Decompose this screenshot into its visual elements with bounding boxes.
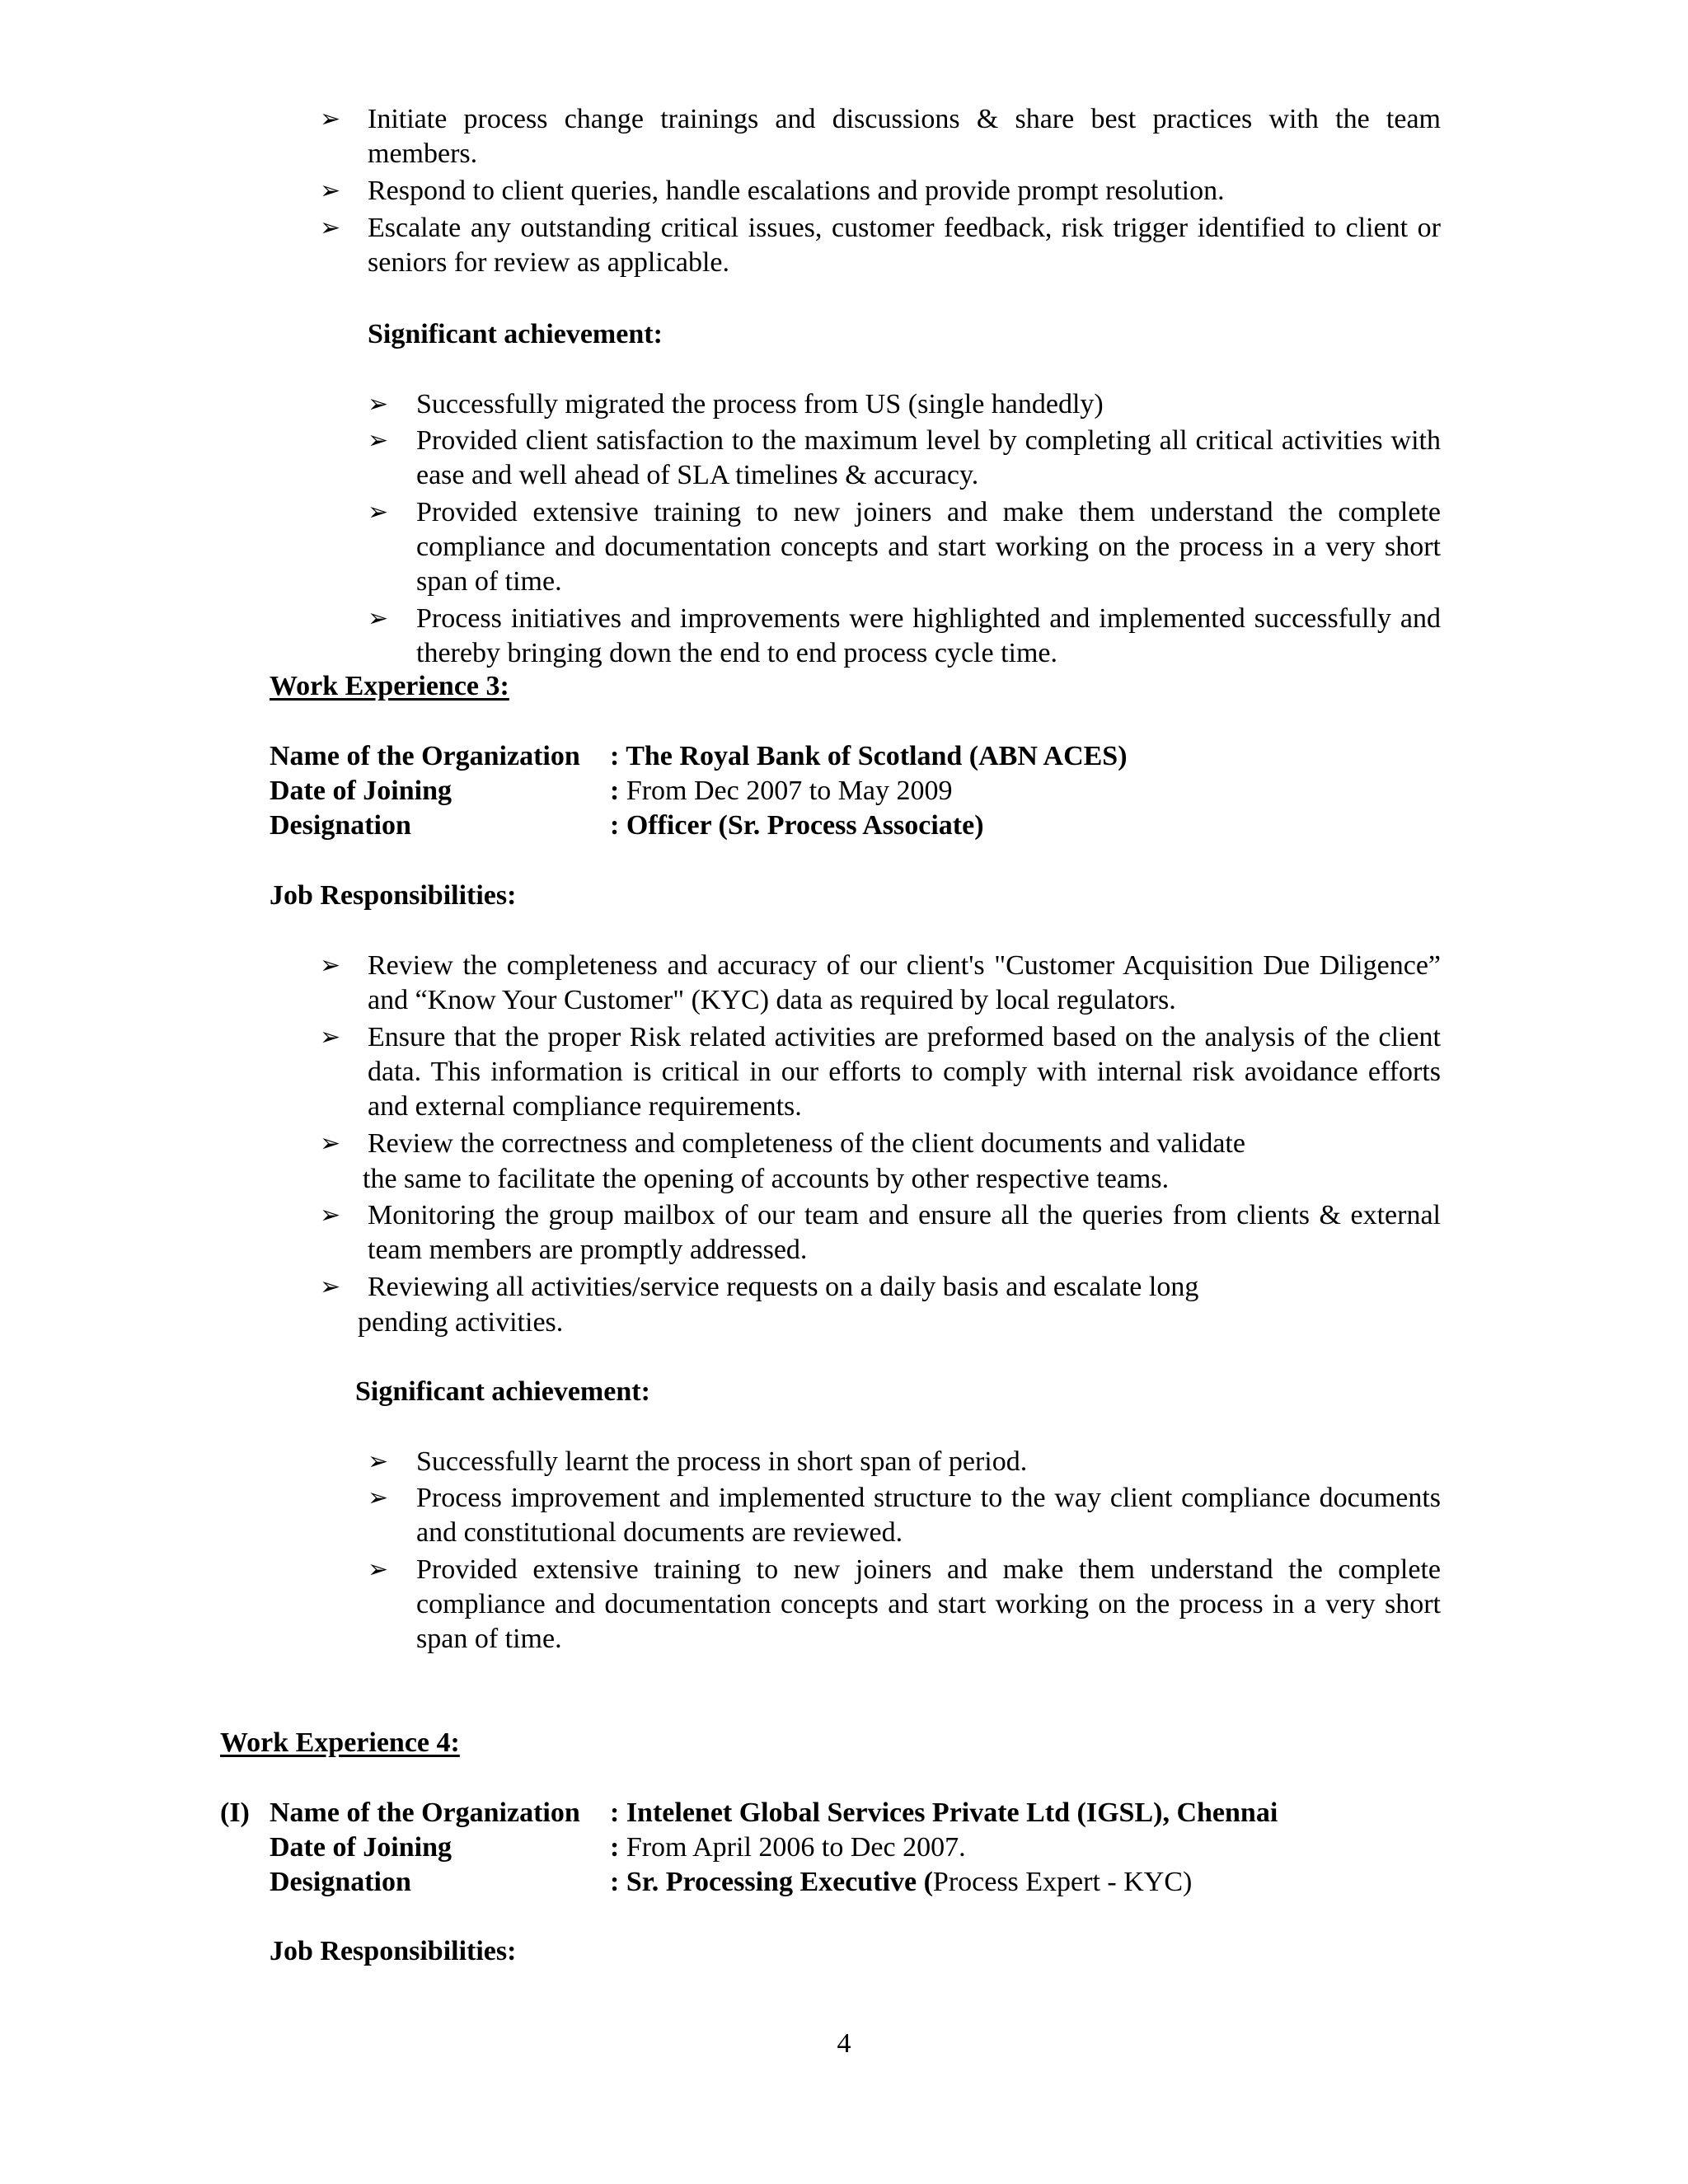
- bullet-text: Monitoring the group mailbox of our team and ensure all the queries from clients & external team members are promptly addressed.: [368, 1200, 1441, 1265]
- field-value: : The Royal Bank of Scotland (ABN ACES): [610, 741, 1128, 771]
- bullet-text: Successfully migrated the process from US (single handedly): [416, 389, 1104, 419]
- field-label: Date of Joining: [270, 776, 452, 806]
- bullet-text: Provided extensive training to new joiners and make them understand the complete compliance and documentation concepts and start working on the process in a very short span of time.: [416, 497, 1441, 597]
- bullet-text: Respond to client queries, handle escalations and provide prompt resolution.: [368, 176, 1225, 206]
- arrow-bullet-icon: ➢: [368, 1447, 389, 1476]
- arrow-bullet-icon: ➢: [320, 1201, 341, 1230]
- arrow-bullet-icon: ➢: [368, 1555, 389, 1584]
- field-value: : From Dec 2007 to May 2009: [610, 776, 953, 806]
- field-label: Name of the Organization: [270, 1797, 580, 1828]
- arrow-bullet-icon: ➢: [320, 1129, 341, 1158]
- field-value: : Intelenet Global Services Private Ltd (IGSL), Chennai: [610, 1797, 1278, 1828]
- arrow-bullet-icon: ➢: [320, 213, 341, 242]
- bullet-text: Review the correctness and completeness of the client documents and validate: [368, 1128, 1245, 1159]
- field-value: : From April 2006 to Dec 2007.: [610, 1832, 966, 1863]
- arrow-bullet-icon: ➢: [320, 1272, 341, 1301]
- bullet-text: Reviewing all activities/service requests on a daily basis and escalate long: [368, 1272, 1199, 1302]
- arrow-bullet-icon: ➢: [320, 951, 341, 980]
- field-label: Designation: [270, 1867, 411, 1897]
- bullet-text: pending activities.: [358, 1307, 564, 1338]
- bullet-text: the same to facilitate the opening of accounts by other respective teams.: [363, 1164, 1170, 1194]
- field-value: : Sr. Processing Executive (Process Expert - KYC): [610, 1867, 1193, 1897]
- arrow-bullet-icon: ➢: [320, 105, 341, 134]
- bullet-text: Review the completeness and accuracy of our client's "Customer Acquisition Due Diligence” and “Know Your Customer" (KYC) data as required by local regulators.: [368, 950, 1441, 1015]
- arrow-bullet-icon: ➢: [320, 1023, 341, 1052]
- section-heading: Job Responsibilities:: [270, 1936, 517, 1966]
- section-heading: Work Experience 3:: [270, 671, 509, 701]
- section-heading: Job Responsibilities:: [270, 880, 517, 911]
- arrow-bullet-icon: ➢: [368, 604, 389, 633]
- bullet-text: Provided extensive training to new joiners and make them understand the complete compliance and documentation concepts and start working on the process in a very short span of time.: [416, 1554, 1441, 1654]
- page-number: 4: [837, 2028, 851, 2059]
- arrow-bullet-icon: ➢: [368, 498, 389, 527]
- list-marker: (I): [220, 1797, 250, 1828]
- field-label: Name of the Organization: [270, 741, 580, 771]
- bullet-text: Escalate any outstanding critical issues, customer feedback, risk trigger identified to client or seniors for review as applicable.: [368, 213, 1441, 278]
- field-label: Designation: [270, 810, 411, 841]
- bullet-text: Ensure that the proper Risk related activities are preformed based on the analysis of the client data. This information is critical in our efforts to comply with internal risk avoidance efforts and external compliance requirements.: [368, 1022, 1441, 1122]
- bullet-text: Process improvement and implemented structure to the way client compliance documents and constitutional documents are reviewed.: [416, 1483, 1441, 1548]
- section-heading: Significant achievement:: [355, 1376, 650, 1407]
- arrow-bullet-icon: ➢: [368, 390, 389, 419]
- section-heading: Work Experience 4:: [220, 1727, 460, 1758]
- section-heading: Significant achievement:: [368, 319, 663, 349]
- field-label: Date of Joining: [270, 1832, 452, 1863]
- bullet-text: Successfully learnt the process in short span of period.: [416, 1446, 1028, 1477]
- bullet-text: Provided client satisfaction to the maximum level by completing all critical activities with ease and well ahead of SLA timelines & accuracy.: [416, 425, 1441, 490]
- bullet-text: Initiate process change trainings and discussions & share best practices with the team members.: [368, 104, 1441, 169]
- arrow-bullet-icon: ➢: [320, 176, 341, 205]
- arrow-bullet-icon: ➢: [368, 1483, 389, 1512]
- field-value: : Officer (Sr. Process Associate): [610, 810, 984, 841]
- arrow-bullet-icon: ➢: [368, 426, 389, 455]
- bullet-text: Process initiatives and improvements were highlighted and implemented successfully and thereby bringing down the end to end process cycle time.: [416, 603, 1441, 668]
